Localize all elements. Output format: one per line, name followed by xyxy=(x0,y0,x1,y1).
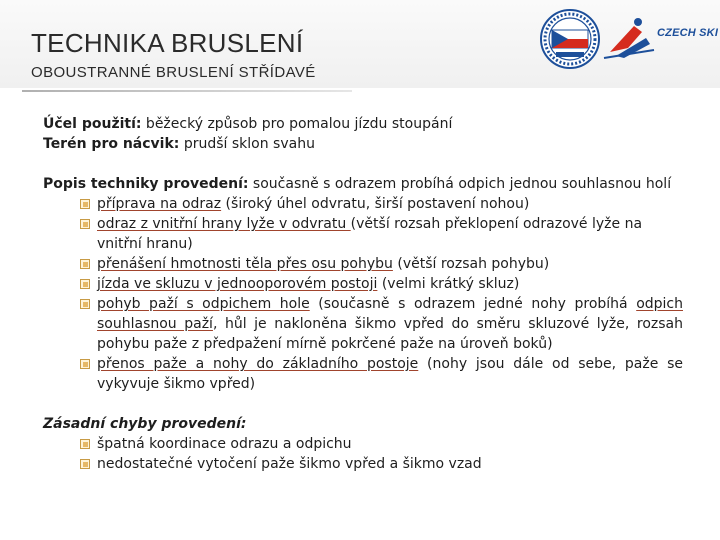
bullet-icon xyxy=(80,199,90,209)
step-key: odraz z vnitřní hrany lyže v odvratu xyxy=(97,216,351,232)
slide-subtitle: OBOUSTRANNÉ BRUSLENÍ STŘÍDAVÉ xyxy=(31,64,316,81)
bullet-icon xyxy=(80,279,90,289)
czech-ski-logo-icon xyxy=(604,18,654,58)
bullet-icon xyxy=(80,359,90,369)
usage-line xyxy=(43,114,683,134)
spacer xyxy=(43,154,683,174)
logos xyxy=(538,8,714,70)
description-label: Popis techniky provedení: xyxy=(43,176,249,192)
step-detail: (současně s odrazem jedné nohy probíhá xyxy=(309,296,637,312)
bullet-icon xyxy=(80,219,90,229)
logo-text: CZECH SKI xyxy=(657,27,719,39)
step-key-secondary: odpich souhlasnou paží xyxy=(97,296,683,332)
step-detail: (větší rozsah pohybu) xyxy=(392,256,550,272)
list-item xyxy=(97,274,683,294)
step-key: jízda ve skluzu v jednooporovém postoji xyxy=(97,276,378,292)
error-text: špatná koordinace odrazu a odpichu xyxy=(97,436,352,452)
errors-list xyxy=(43,434,683,474)
usage-text: běžecký způsob pro pomalou jízdu stoupání xyxy=(141,116,453,132)
terrain-label: Terén pro nácvik: xyxy=(43,136,180,152)
header-divider xyxy=(22,90,352,92)
list-item xyxy=(97,194,683,214)
step-detail: (nohy jsou dále od sebe, paže se vykyvuje šikmo vpřed) xyxy=(97,356,683,392)
step-detail: (větší rozsah překlopení odrazové lyže na vnitřní hranu) xyxy=(97,216,643,252)
step-key: pohyb paží s odpichem hole xyxy=(97,296,310,312)
list-item xyxy=(97,454,683,474)
slide-content xyxy=(43,114,683,474)
ski-association-seal-icon xyxy=(541,10,599,68)
step-detail: (široký úhel odvratu, širší postavení nohou) xyxy=(221,196,530,212)
list-item xyxy=(97,214,683,254)
list-item xyxy=(97,354,683,394)
step-detail-secondary: , hůl je nakloněna šikmo vpřed do směru skluzové lyže, rozsah pohybu paže z předpažení mírně pokrčené paže na úroveň boků) xyxy=(97,316,683,352)
step-key: přenos paže a nohy do základního postoje xyxy=(97,356,419,372)
bullet-icon xyxy=(80,259,90,269)
step-detail: (velmi krátký skluz) xyxy=(377,276,520,292)
list-item xyxy=(97,434,683,454)
spacer xyxy=(43,394,683,414)
description-text: současně s odrazem probíhá odpich jednou souhlasnou holí xyxy=(248,176,672,192)
step-key: příprava na odraz xyxy=(97,196,222,212)
bullet-icon xyxy=(80,299,90,309)
bullet-icon xyxy=(80,439,90,449)
bullet-icon xyxy=(80,459,90,469)
description-line xyxy=(43,174,683,194)
list-item xyxy=(97,294,683,354)
usage-label: Účel použití: xyxy=(43,116,142,132)
slide-title: TECHNIKA BRUSLENÍ xyxy=(31,28,304,58)
terrain-text: prudší sklon svahu xyxy=(179,136,315,152)
technique-steps-list xyxy=(43,194,683,394)
list-item xyxy=(97,254,683,274)
error-text: nedostatečné vytočení paže šikmo vpřed a šikmo vzad xyxy=(97,456,482,472)
errors-label: Zásadní chyby provedení: xyxy=(43,416,247,432)
terrain-line xyxy=(43,134,683,154)
errors-line xyxy=(43,414,683,434)
step-key: přenášení hmotnosti těla přes osu pohybu xyxy=(97,256,393,272)
